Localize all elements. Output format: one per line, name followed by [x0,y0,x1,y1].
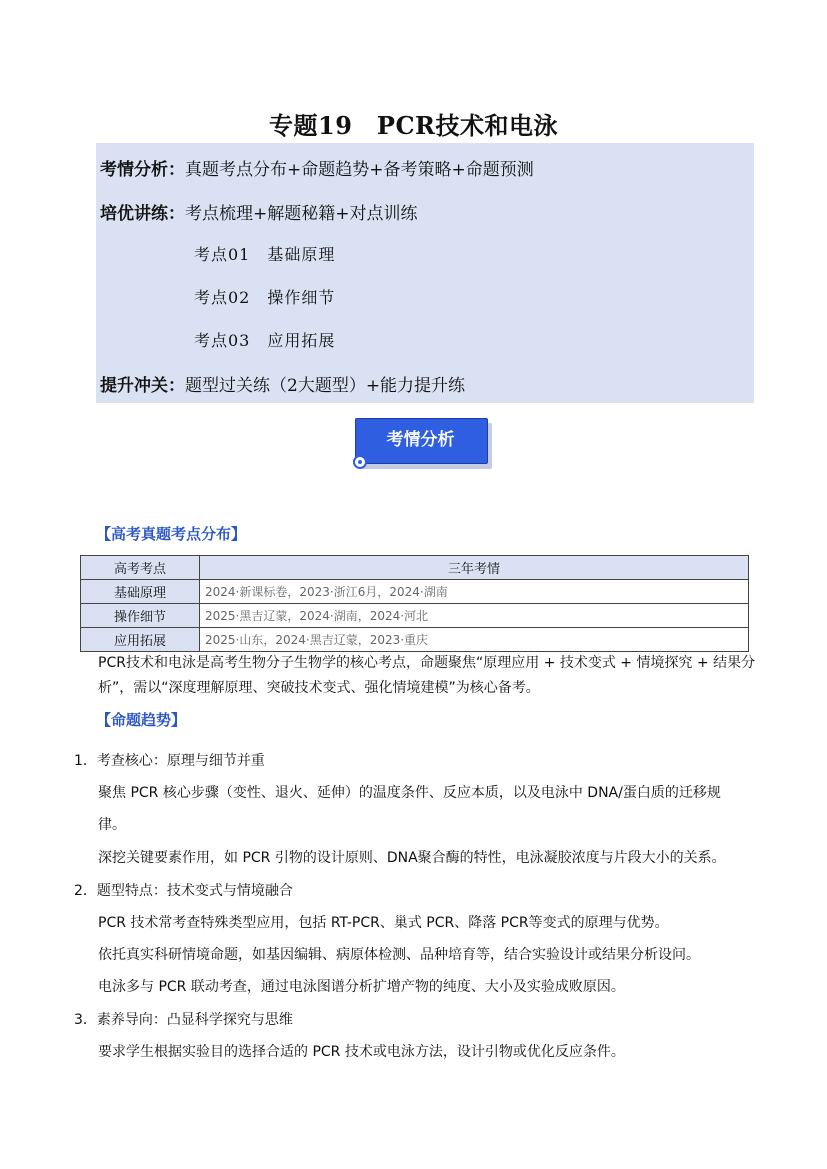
trend-1-para-1a: 聚焦 PCR 核心步骤（变性、退火、延伸）的温度条件、反应本质，以及电泳中 DNA/蛋白质的迁移规 [98,785,721,801]
overview-sub-1: 考点01 基础原理 [194,245,336,264]
overview-label-2: 培优讲练： [100,204,185,224]
table-header-years: 三年考情 [200,556,749,580]
overview-label-1: 考情分析： [100,160,185,180]
badge-label: 考情分析 [386,430,455,450]
section-heading-trends: 【命题趋势】 [96,711,187,729]
table-cell-value: 2025·山东，2024·黑吉辽蒙，2023·重庆 [200,628,749,652]
page-title: 专题19 PCR技术和电泳 [269,111,558,140]
table-header-row [81,556,749,580]
overview-line-2 [100,199,418,224]
overview-label-3: 提升冲关： [100,376,185,396]
distribution-table [80,555,749,652]
table-cell-topic: 操作细节 [81,604,200,628]
trend-1-title: 1．考查核心：原理与细节并重 [74,753,265,769]
table-cell-topic: 应用拓展 [81,628,200,652]
trend-1-para-1b: 律。 [98,817,126,833]
trend-2-title: 2．题型特点：技术变式与情境融合 [74,883,293,899]
table-cell-value: 2024·新课标卷，2023·浙江6月，2024·湖南 [200,580,749,604]
overview-sub-3: 考点03 应用拓展 [194,331,336,350]
table-cell-topic: 基础原理 [81,580,200,604]
trend-1-para-2: 深挖关键要素作用，如 PCR 引物的设计原则、DNA聚合酶的特性，电泳凝胶浓度与片段大小的关系。 [98,850,726,866]
table-header-topic: 高考考点 [81,556,200,580]
trend-2-para-2: 依托真实科研情境命题，如基因编辑、病原体检测、品种培育等，结合实验设计或结果分析设问。 [98,947,700,963]
overview-line-3 [100,371,465,396]
overview-text-2: 考点梳理+解题秘籍+对点训练 [185,204,418,224]
trend-2-para-3: 电泳多与 PCR 联动考查，通过电泳图谱分析扩增产物的纯度、大小及实验成败原因。 [98,979,625,995]
section-badge [355,418,488,464]
table-row [81,580,749,604]
overview-line-1 [100,155,534,180]
overview-text-1: 真题考点分布+命题趋势+备考策略+命题预测 [185,160,534,180]
section-heading-distribution: 【高考真题考点分布】 [96,525,247,543]
badge-dot-icon [353,455,367,469]
summary-paragraph: PCR技术和电泳是高考生物分子生物学的核心考点，命题聚焦“原理应用 + 技术变式 + 情境探究 + 结果分析”，需以“深度理解原理、突破技术变式、强化情境建模”为核心备考。 [98,655,756,696]
overview-text-3: 题型过关练（2大题型）+能力提升练 [185,376,466,396]
overview-sub-2: 考点02 操作细节 [194,288,336,307]
trend-3-title: 3．素养导向：凸显科学探究与思维 [74,1012,293,1028]
trend-3-para-1: 要求学生根据实验目的选择合适的 PCR 技术或电泳方法，设计引物或优化反应条件。 [98,1044,625,1060]
table-row [81,604,749,628]
table-row [81,628,749,652]
table-cell-value: 2025·黑吉辽蒙，2024·湖南，2024·河北 [200,604,749,628]
overview-box [96,143,754,403]
trend-2-para-1: PCR 技术常考查特殊类型应用，包括 RT-PCR、巢式 PCR、降落 PCR等变式的原理与优势。 [98,915,669,931]
